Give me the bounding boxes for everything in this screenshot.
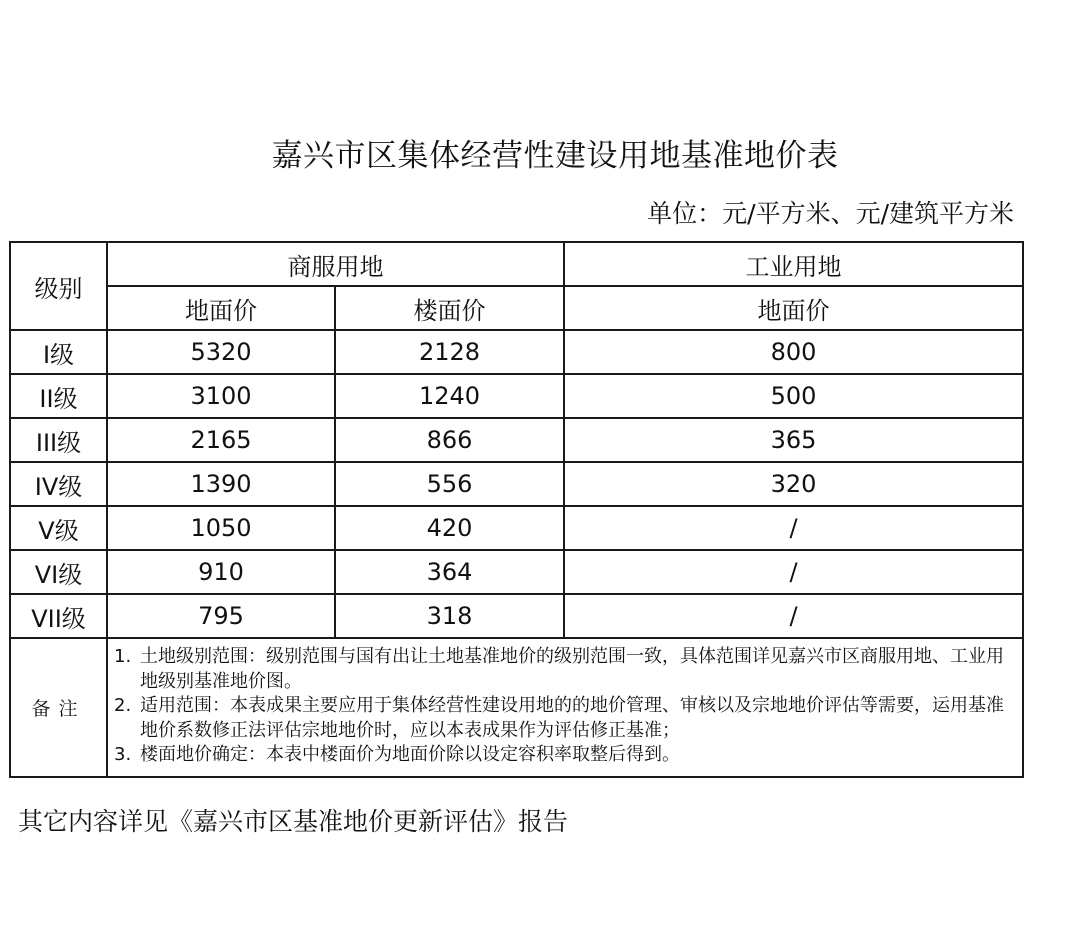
- commercial-floor-price-cell: 420: [335, 506, 564, 550]
- commercial-land-price-cell: 5320: [107, 330, 335, 374]
- note-text: 楼面地价确定：本表中楼面价为地面价除以设定容积率取整后得到。: [140, 744, 680, 765]
- industrial-land-price-cell: 500: [564, 374, 1023, 418]
- note-item: [114, 645, 1016, 694]
- row-level: VI级: [10, 550, 107, 594]
- commercial-floor-price-cell: 2128: [335, 330, 564, 374]
- footer-note: 其它内容详见《嘉兴市区基准地价更新评估》报告: [18, 807, 569, 836]
- note-number: 2.: [114, 695, 132, 716]
- unit-label: 单位：元/平方米、元/建筑平方米: [647, 199, 1014, 228]
- note-item: [114, 743, 1016, 768]
- commercial-floor-price-cell: 1240: [335, 374, 564, 418]
- table-row: [10, 594, 1023, 638]
- industrial-land-price-cell: /: [564, 594, 1023, 638]
- note-item: [114, 694, 1016, 743]
- header-commercial-land-price: 地面价: [107, 286, 335, 330]
- commercial-land-price-cell: 3100: [107, 374, 335, 418]
- table-row: [10, 418, 1023, 462]
- note-text: 适用范围：本表成果主要应用于集体经营性建设用地的的地价管理、审核以及宗地地价评估等需要，运用基准地价系数修正法评估宗地地价时，应以本表成果作为评估修正基准；: [140, 695, 1004, 741]
- note-number: 3.: [114, 744, 132, 765]
- note-text: 土地级别范围：级别范围与国有出让土地基准地价的级别范围一致，具体范围详见嘉兴市区商服用地、工业用地级别基准地价图。: [140, 646, 1004, 692]
- header-row-1: [10, 242, 1023, 286]
- page-title: 嘉兴市区集体经营性建设用地基准地价表: [271, 138, 839, 174]
- industrial-land-price-cell: 365: [564, 418, 1023, 462]
- commercial-land-price-cell: 2165: [107, 418, 335, 462]
- industrial-land-price-cell: /: [564, 550, 1023, 594]
- note-number: 1.: [114, 646, 132, 667]
- notes-label: 备注: [10, 638, 107, 777]
- row-level: IV级: [10, 462, 107, 506]
- commercial-floor-price-cell: 556: [335, 462, 564, 506]
- table-row: [10, 462, 1023, 506]
- row-level: II级: [10, 374, 107, 418]
- commercial-land-price-cell: 795: [107, 594, 335, 638]
- commercial-land-price-cell: 1050: [107, 506, 335, 550]
- commercial-floor-price-cell: 318: [335, 594, 564, 638]
- header-level: 级别: [10, 242, 107, 330]
- commercial-land-price-cell: 1390: [107, 462, 335, 506]
- header-row-2: [10, 286, 1023, 330]
- notes-row: [10, 638, 1023, 777]
- header-commercial-floor-price: 楼面价: [335, 286, 564, 330]
- notes-cell: [107, 638, 1023, 777]
- commercial-floor-price-cell: 866: [335, 418, 564, 462]
- row-level: III级: [10, 418, 107, 462]
- row-level: V级: [10, 506, 107, 550]
- header-commercial: 商服用地: [107, 242, 564, 286]
- commercial-land-price-cell: 910: [107, 550, 335, 594]
- row-level: I级: [10, 330, 107, 374]
- commercial-floor-price-cell: 364: [335, 550, 564, 594]
- header-industrial-land-price: 地面价: [564, 286, 1023, 330]
- industrial-land-price-cell: 320: [564, 462, 1023, 506]
- row-level: VII级: [10, 594, 107, 638]
- table-row: [10, 506, 1023, 550]
- table-row: [10, 330, 1023, 374]
- industrial-land-price-cell: 800: [564, 330, 1023, 374]
- header-industrial: 工业用地: [564, 242, 1023, 286]
- industrial-land-price-cell: /: [564, 506, 1023, 550]
- table-row: [10, 550, 1023, 594]
- land-price-table: [9, 241, 1024, 778]
- table-row: [10, 374, 1023, 418]
